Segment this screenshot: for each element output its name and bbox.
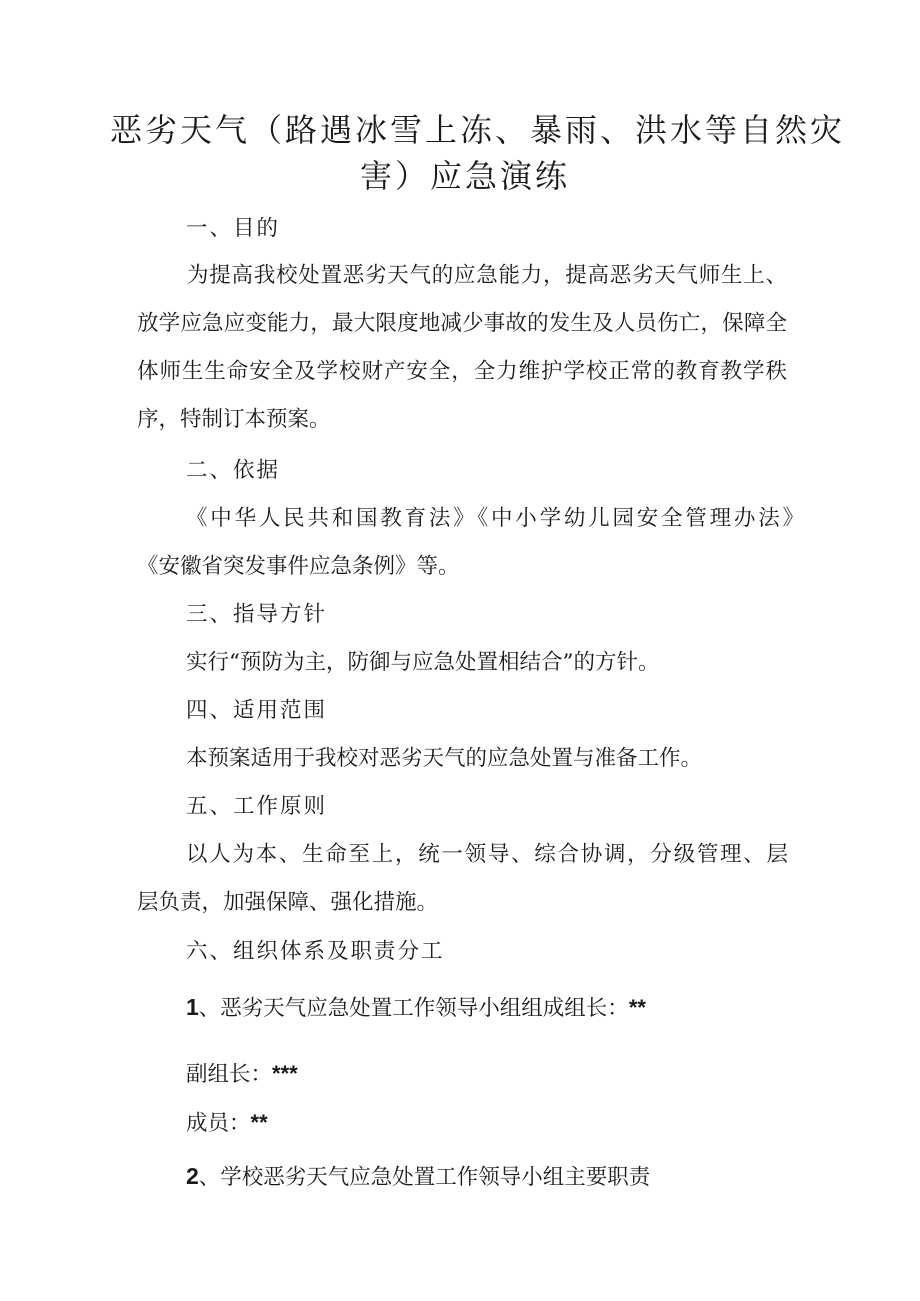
section-body-purpose: 为提高我校处置恶劣天气的应急能力，提高恶劣天气师生上、放学应急应变能力，最大限度地减少事故的发生及人员伤亡，保障全体师生生命安全及学校财产安全，全力维护学校正常的教育教学秩序，特制订本预案。 (137, 263, 787, 432)
organization-item-1 (186, 996, 646, 1020)
leader-name: ** (628, 995, 646, 1020)
document-title-line-1: 恶劣天气（路遇冰雪上冻、暴雨、洪水等自然灾 (110, 111, 846, 149)
deputy-leader-line (186, 1063, 298, 1086)
item-text: 、学校恶劣天气应急处置工作领导小组主要职责 (198, 1165, 651, 1190)
members-line (186, 1112, 268, 1135)
organization-item-2 (186, 1165, 650, 1189)
section-heading-basis: 二、依据 (186, 458, 281, 483)
section-heading-scope: 四、适用范围 (186, 698, 328, 723)
section-body-principles-line-2: 层负责，加强保障、强化措施。 (137, 890, 439, 915)
section-body-principles-line-1: 以人为本、生命至上，统一领导、综合协调，分级管理、层 (186, 842, 788, 867)
item-text: 、恶劣天气应急处置工作领导小组组成组长： (198, 996, 629, 1021)
deputy-leader-name: *** (272, 1061, 298, 1086)
item-number: 2 (186, 1163, 199, 1189)
deputy-leader-label: 副组长： (186, 1062, 273, 1087)
section-heading-organization: 六、组织体系及职责分工 (186, 939, 445, 964)
section-body-scope: 本预案适用于我校对恶劣天气的应急处置与准备工作。 (186, 746, 703, 771)
section-heading-purpose: 一、目的 (186, 216, 281, 241)
section-heading-guideline: 三、指导方针 (186, 602, 328, 627)
item-number: 1 (186, 994, 199, 1020)
members-label: 成员： (186, 1111, 251, 1136)
section-body-basis-line-1: 《中华人民共和国教育法》《中小学幼儿园安全管理办法》 (186, 506, 804, 531)
members-names: ** (250, 1110, 268, 1135)
section-body-basis-line-2: 《安徽省突发事件应急条例》等。 (137, 554, 460, 579)
section-heading-principles: 五、工作原则 (186, 794, 328, 819)
section-body-guideline: 实行“预防为主，防御与应急处置相结合”的方针。 (186, 650, 660, 675)
document-title-line-2: 害）应急演练 (359, 157, 570, 195)
